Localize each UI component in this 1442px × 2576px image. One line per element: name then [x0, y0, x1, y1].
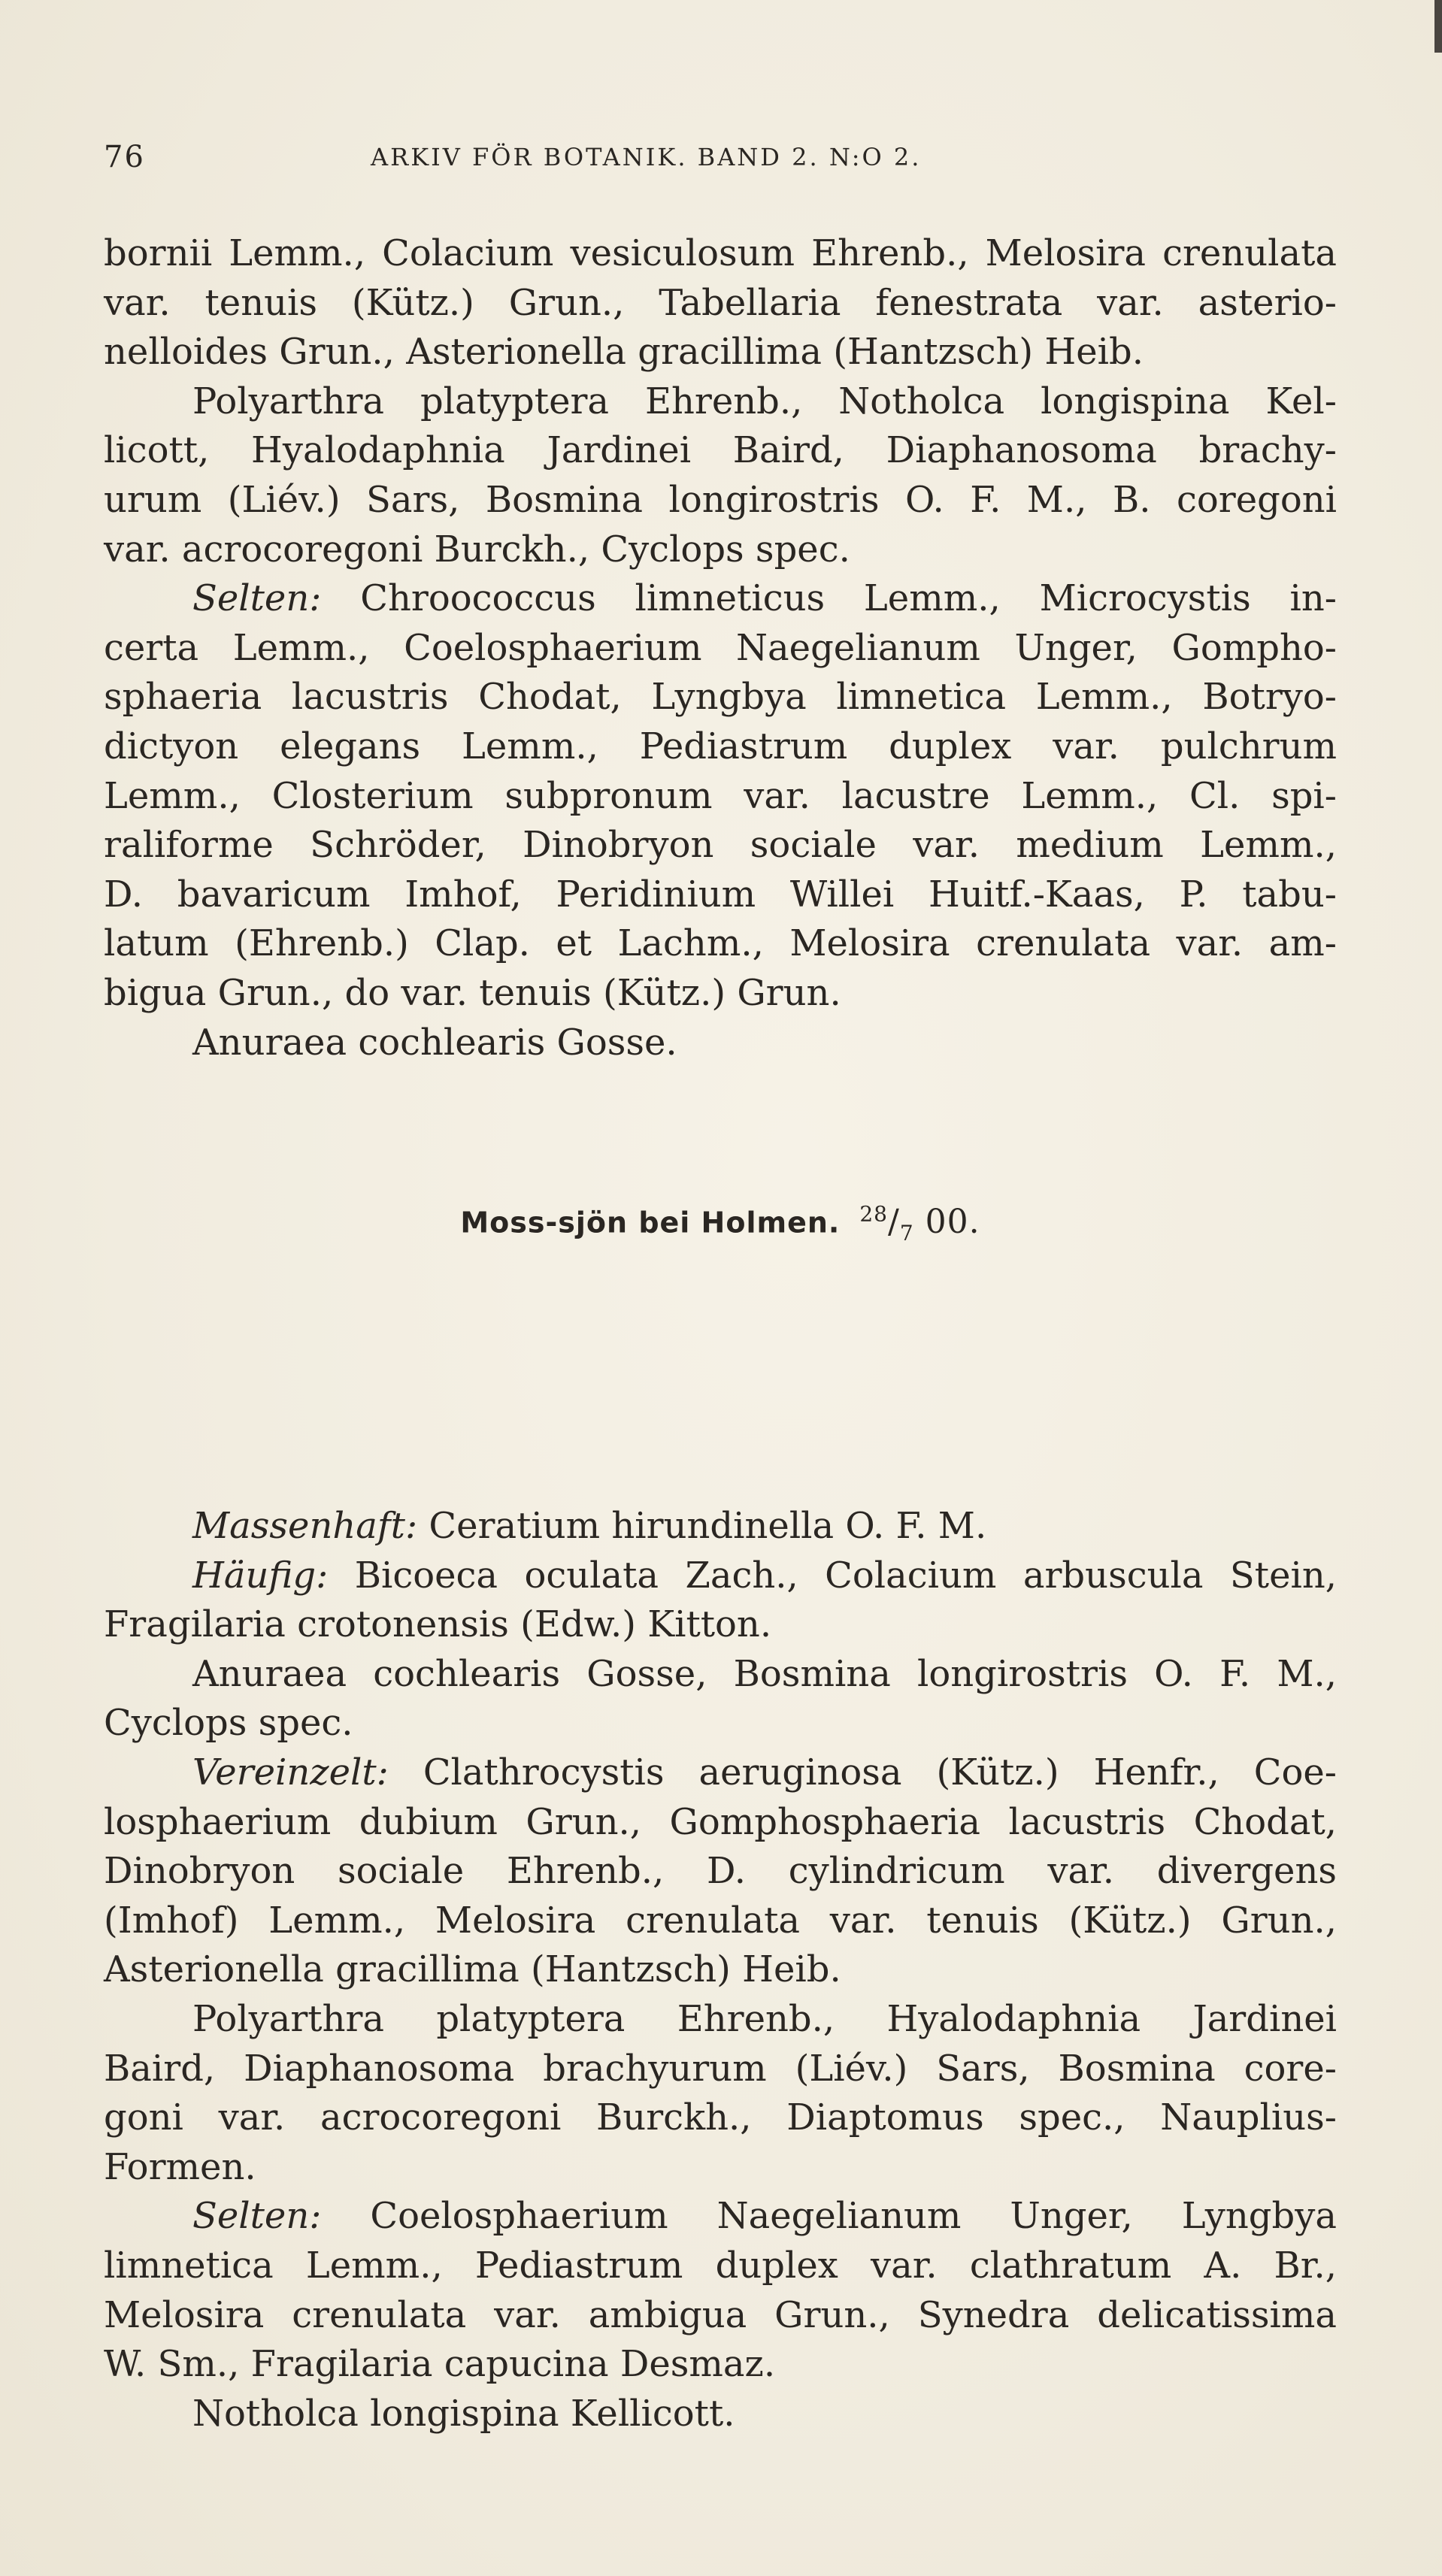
text-line [104, 1502, 1337, 1551]
date-year: 00. [925, 1202, 980, 1241]
text-block-bottom [104, 1502, 1337, 2438]
line-text: Bicoeca oculata Zach., Colacium arbuscula Stein, [328, 1554, 1337, 1597]
text-line [104, 574, 1337, 624]
paragraph [104, 1019, 1337, 1068]
text-line: urum (Liév.) Sars, Bosmina longirostris O. F. M., B. coregoni [104, 478, 1337, 521]
text-line: limnetica Lemm., Pediastrum duplex var. clathratum A. Br., [104, 2244, 1337, 2287]
paragraph [104, 1551, 1337, 1650]
paragraph [104, 1502, 1337, 1551]
text-line: certa Lemm., Coelosphaerium Naegelianum Unger, Gompho- [104, 626, 1337, 669]
category-label: Selten: [192, 577, 322, 620]
category-label: Selten: [192, 2195, 322, 2238]
line-text: Coelosphaerium Naegelianum Unger, Lyngbya [321, 2195, 1337, 2238]
line-text: Ceratium hirundinella O. F. M. [417, 1505, 987, 1547]
line-text: Chroococcus limneticus Lemm., Microcystis in- [321, 577, 1337, 620]
text-line [104, 2192, 1337, 2242]
text-line: dictyon elegans Lemm., Pediastrum duplex var. pulchrum [104, 725, 1337, 767]
text-line: Melosira crenulata var. ambigua Grun., Synedra delicatissima [104, 2293, 1337, 2336]
scan-edge-mark [1434, 0, 1442, 53]
paragraph [104, 1995, 1337, 2192]
text-line: nelloides Grun., Asterionella gracillima (Hantzsch) Heib. [104, 331, 1144, 374]
paragraph [104, 574, 1337, 1018]
text-line: Notholca longispina Kellicott. [192, 2392, 735, 2435]
paragraph [104, 1650, 1337, 1748]
text-line: Cyclops spec. [104, 1702, 353, 1745]
text-line: licott, Hyalodaphnia Jardinei Baird, Diaphanosoma brachy- [104, 429, 1337, 472]
text-line: raliforme Schröder, Dinobryon sociale var. medium Lemm., [104, 824, 1337, 867]
category-label: Vereinzelt: [192, 1751, 389, 1794]
paragraph [104, 2390, 1337, 2439]
text-line: bigua Grun., do var. tenuis (Kütz.) Grun. [104, 971, 841, 1014]
page-number: 76 [104, 140, 145, 174]
text-line: Anuraea cochlearis Gosse, Bosmina longirostris O. F. M., [192, 1652, 1337, 1695]
line-text: Clathrocystis aeruginosa (Kütz.) Henfr., Coe- [388, 1751, 1337, 1794]
text-line: Asterionella gracillima (Hantzsch) Heib. [104, 1948, 841, 1991]
running-title: ARKIV FÖR BOTANIK. BAND 2. N:O 2. [371, 143, 922, 171]
text-line: Baird, Diaphanosoma brachyurum (Liév.) Sars, Bosmina core- [104, 2047, 1337, 2090]
text-line: var. acrocoregoni Burckh., Cyclops spec. [104, 528, 850, 571]
date-day: 28 [859, 1201, 888, 1226]
text-block-top [104, 229, 1337, 1067]
date-month: 7 [899, 1220, 914, 1246]
category-label: Massenhaft: [192, 1505, 418, 1547]
paragraph [104, 229, 1337, 377]
text-line: Lemm., Closterium subpronum var. lacustre Lemm., Cl. spi- [104, 774, 1337, 817]
text-line [104, 1551, 1337, 1601]
text-line: Formen. [104, 2145, 256, 2188]
paragraph [104, 2192, 1337, 2389]
section-heading [104, 1201, 1337, 1245]
text-line: D. bavaricum Imhof, Peridinium Willei Huitf.-Kaas, P. tabu- [104, 873, 1337, 916]
text-line: Anuraea cochlearis Gosse. [192, 1021, 677, 1064]
text-line: sphaeria lacustris Chodat, Lyngbya limnetica Lemm., Botryo- [104, 676, 1337, 719]
text-line: Fragilaria crotonensis (Edw.) Kitton. [104, 1603, 772, 1646]
paragraph [104, 1748, 1337, 1995]
text-line [104, 1748, 1337, 1798]
text-line: var. tenuis (Kütz.) Grun., Tabellaria fenestrata var. asterio- [104, 281, 1337, 324]
text-line: goni var. acrocoregoni Burckh., Diaptomus spec., Nauplius- [104, 2096, 1337, 2139]
section-title: Moss-sjön bei Holmen. [460, 1206, 841, 1240]
text-line: Polyarthra platyptera Ehrenb., Hyalodaphnia Jardinei [192, 1997, 1337, 2040]
category-label: Häufig: [192, 1554, 329, 1597]
text-line: latum (Ehrenb.) Clap. et Lachm., Melosira crenulata var. am- [104, 922, 1337, 965]
paragraph [104, 377, 1337, 574]
text-line: Polyarthra platyptera Ehrenb., Notholca longispina Kel- [192, 380, 1337, 422]
text-line: W. Sm., Fragilaria capucina Desmaz. [104, 2343, 776, 2386]
text-line: (Imhof) Lemm., Melosira crenulata var. tenuis (Kütz.) Grun., [104, 1899, 1337, 1942]
running-header [104, 140, 1337, 185]
text-line: bornii Lemm., Colacium vesiculosum Ehrenb., Melosira crenulata [104, 232, 1337, 274]
text-line: Dinobryon sociale Ehrenb., D. cylindricum var. divergens [104, 1850, 1337, 1893]
section-date: $^{28}/_7$ 00. [859, 1201, 980, 1246]
text-line: losphaerium dubium Grun., Gomphosphaeria lacustris Chodat, [104, 1800, 1337, 1843]
